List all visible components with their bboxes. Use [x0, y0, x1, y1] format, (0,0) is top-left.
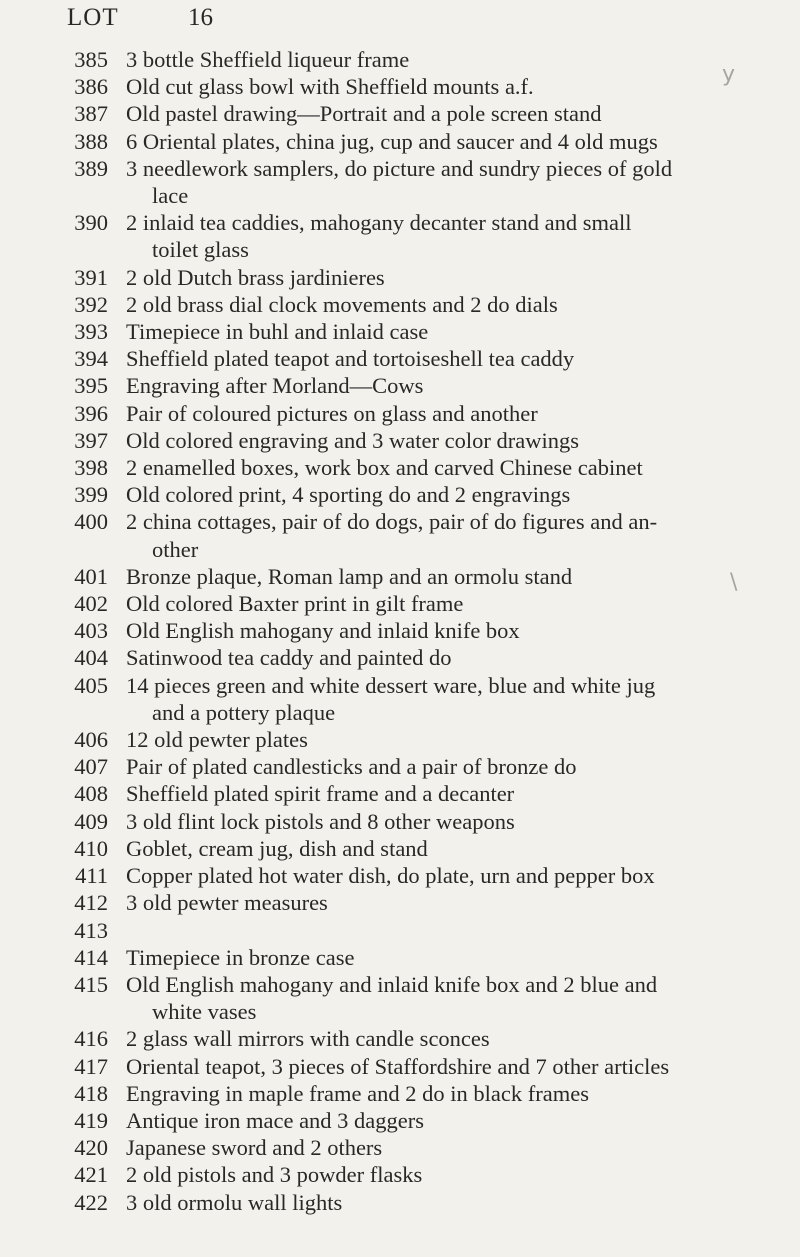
lot-description-line: [126, 917, 782, 944]
lot-description: [126, 944, 800, 971]
lot-description-line: 2 inlaid tea caddies, mahogany decanter stand and small: [126, 210, 632, 236]
lot-number: 405: [74, 672, 108, 698]
lot-number: 396: [74, 400, 108, 426]
lot-number: 413: [74, 917, 108, 943]
lot-description-continuation: toilet glass: [152, 237, 249, 263]
lot-description-line: Bronze plaque, Roman lamp and an ormolu stand: [126, 563, 573, 589]
lot-entry: [0, 862, 800, 889]
lot-description: [126, 1025, 800, 1052]
lot-description: [126, 454, 800, 481]
lot-number: 398: [74, 455, 108, 481]
lot-entry: [0, 971, 800, 1025]
lot-entry: [0, 345, 800, 372]
lot-description: [126, 780, 800, 807]
lot-entry: [0, 1134, 800, 1161]
lot-description-line: Engraving in maple frame and 2 do in black frames: [126, 1080, 589, 1106]
lot-entry: [0, 672, 800, 726]
lot-description: [126, 862, 800, 889]
lot-entry: [0, 1025, 800, 1052]
lot-description: [126, 590, 800, 617]
lot-description-line: 2 old brass dial clock movements and 2 do dials: [126, 291, 558, 317]
lot-number: 408: [74, 781, 108, 807]
lot-description-continuation: white vases: [152, 999, 257, 1025]
lot-entry: [0, 1053, 800, 1080]
lot-number: 400: [74, 509, 108, 535]
lot-number: 390: [74, 210, 108, 236]
lot-entry: [0, 1161, 800, 1188]
lot-description-line: Timepiece in buhl and inlaid case: [126, 319, 429, 345]
lot-description-line: Sheffield plated teapot and tortoiseshell tea caddy: [126, 346, 575, 372]
lot-column-heading: LOT: [67, 4, 119, 31]
lot-description: [126, 481, 800, 508]
lot-entry: [0, 427, 800, 454]
lot-description-line: 3 old ormolu wall lights: [126, 1189, 343, 1215]
lot-description-line: 3 needlework samplers, do picture and sundry pieces of gold: [126, 155, 673, 181]
lot-entry: [0, 563, 800, 590]
lot-number: 388: [74, 128, 108, 154]
lot-entry: [0, 372, 800, 399]
lot-description: [126, 1189, 800, 1216]
lot-number: 395: [74, 373, 108, 399]
lot-entry: [0, 454, 800, 481]
lot-description: [126, 563, 800, 590]
lot-description: [126, 889, 800, 916]
lot-number: 404: [74, 645, 108, 671]
lot-entry: [0, 1080, 800, 1107]
lot-description-line: Old pastel drawing—Portrait and a pole screen stand: [126, 101, 602, 127]
lot-number: 401: [74, 563, 108, 589]
lot-number: 414: [74, 944, 108, 970]
lot-description-line: Old colored Baxter print in gilt frame: [126, 591, 464, 617]
lot-number: 418: [74, 1080, 108, 1106]
lot-description-line: 2 enamelled boxes, work box and carved Chinese cabinet: [126, 455, 643, 481]
lot-description: [126, 209, 800, 263]
lot-description: [126, 1080, 800, 1107]
lot-description: [126, 644, 800, 671]
lot-entry: [0, 808, 800, 835]
lot-description-line: 12 old pewter plates: [126, 727, 308, 753]
lot-description-line: Engraving after Morland—Cows: [126, 373, 424, 399]
lot-number: 421: [74, 1162, 108, 1188]
pencil-mark: \: [730, 570, 738, 595]
lot-description-line: 2 old pistols and 3 powder flasks: [126, 1162, 423, 1188]
lot-description-line: Old English mahogany and inlaid knife box: [126, 618, 520, 644]
lot-description-line: Goblet, cream jug, dish and stand: [126, 835, 428, 861]
lot-number: 385: [74, 47, 108, 72]
lot-description-line: 2 old Dutch brass jardinieres: [126, 264, 385, 290]
page-number: 16: [188, 4, 213, 31]
lot-description: [126, 1134, 800, 1161]
lot-entry: [0, 128, 800, 155]
lot-number: 387: [74, 101, 108, 127]
lot-description-continuation: and a pottery plaque: [152, 699, 336, 725]
lot-description: [126, 971, 800, 1025]
lot-entry: [0, 155, 800, 209]
lot-description-line: 2 china cottages, pair of do dogs, pair of do figures and an-: [126, 509, 658, 535]
lot-description: [126, 291, 800, 318]
lot-entry: [0, 944, 800, 971]
lot-description: [126, 100, 800, 127]
lot-entry: [0, 508, 800, 562]
lot-entry: [0, 590, 800, 617]
lot-number: 397: [74, 427, 108, 453]
lot-number: 399: [74, 482, 108, 508]
lot-number: 415: [74, 971, 108, 997]
lot-description-line: Satinwood tea caddy and painted do: [126, 645, 452, 671]
lot-description-line: Pair of plated candlesticks and a pair of bronze do: [126, 754, 577, 780]
lot-entry: [0, 1107, 800, 1134]
lot-number: 407: [74, 754, 108, 780]
lot-number: 420: [74, 1135, 108, 1161]
lot-description-line: 3 old pewter measures: [126, 890, 328, 916]
lot-description: [126, 508, 800, 562]
lot-description-line: Timepiece in bronze case: [126, 944, 355, 970]
lot-description: [126, 46, 800, 73]
lot-entry: [0, 617, 800, 644]
lot-description-line: Old English mahogany and inlaid knife box and 2 blue and: [126, 971, 658, 997]
lot-description: [126, 1107, 800, 1134]
lot-description-line: Copper plated hot water dish, do plate, urn and pepper box: [126, 863, 655, 889]
lot-entry: [0, 400, 800, 427]
lot-description: [126, 1161, 800, 1188]
lot-description: [126, 427, 800, 454]
lot-number: 419: [74, 1107, 108, 1133]
lot-entry: [0, 46, 800, 73]
lot-entry: [0, 917, 800, 944]
lot-description: [126, 1053, 800, 1080]
lot-number: 386: [74, 74, 108, 100]
lot-description-line: Old cut glass bowl with Sheffield mounts a.f.: [126, 74, 534, 100]
lot-entry: [0, 318, 800, 345]
lot-entry: [0, 209, 800, 263]
lot-description-line: Pair of coloured pictures on glass and another: [126, 400, 538, 426]
lot-description: [126, 617, 800, 644]
lot-number: 411: [75, 863, 108, 889]
lot-description: [126, 835, 800, 862]
lot-number: 416: [74, 1026, 108, 1052]
lot-number: 417: [74, 1053, 108, 1079]
lot-description: [126, 400, 800, 427]
lot-entry: [0, 291, 800, 318]
lot-number: 406: [74, 727, 108, 753]
lot-entry: [0, 889, 800, 916]
lot-description-line: 2 glass wall mirrors with candle sconces: [126, 1026, 490, 1052]
lot-number: 402: [74, 591, 108, 617]
lot-description-line: Old colored engraving and 3 water color drawings: [126, 427, 579, 453]
lot-description-line: Old colored print, 4 sporting do and 2 engravings: [126, 482, 571, 508]
lot-entry: [0, 780, 800, 807]
lot-description-line: Oriental teapot, 3 pieces of Staffordshire and 7 other articles: [126, 1053, 670, 1079]
lot-description-continuation: other: [152, 536, 199, 562]
lot-entry: [0, 73, 800, 100]
lot-description: [126, 808, 800, 835]
lot-entry: [0, 644, 800, 671]
lot-number: 391: [74, 264, 108, 290]
lot-number: 394: [74, 346, 108, 372]
lot-description-line: 3 old flint lock pistols and 8 other weapons: [126, 808, 515, 834]
lot-number: 389: [74, 155, 108, 181]
lot-description-line: 6 Oriental plates, china jug, cup and saucer and 4 old mugs: [126, 128, 658, 154]
lot-description-continuation: lace: [152, 183, 189, 209]
lot-description-line: Sheffield plated spirit frame and a decanter: [126, 781, 515, 807]
lot-description-line: 14 pieces green and white dessert ware, blue and white jug: [126, 672, 656, 698]
lot-description: [126, 345, 800, 372]
lot-number: 393: [74, 319, 108, 345]
lot-description-line: 3 bottle Sheffield liqueur frame: [126, 47, 410, 72]
lot-entry: [0, 264, 800, 291]
lot-description: [126, 726, 800, 753]
lot-list: [0, 46, 800, 1216]
lot-number: 410: [74, 835, 108, 861]
lot-description: [126, 672, 800, 726]
lot-entry: [0, 1189, 800, 1216]
lot-entry: [0, 726, 800, 753]
lot-number: 412: [74, 890, 108, 916]
lot-description-line: Antique iron mace and 3 daggers: [126, 1107, 425, 1133]
lot-description: [126, 372, 800, 399]
lot-number: 409: [74, 808, 108, 834]
lot-number: 392: [74, 291, 108, 317]
lot-description: [126, 264, 800, 291]
lot-entry: [0, 481, 800, 508]
lot-description-line: Japanese sword and 2 others: [126, 1135, 383, 1161]
pencil-mark: y: [722, 62, 736, 87]
lot-description: [126, 318, 800, 345]
lot-entry: [0, 753, 800, 780]
lot-description: [126, 155, 800, 209]
lot-description: [126, 917, 800, 944]
lot-description: [126, 73, 800, 100]
lot-number: 422: [74, 1189, 108, 1215]
lot-number: 403: [74, 618, 108, 644]
lot-entry: [0, 100, 800, 127]
lot-description: [126, 128, 800, 155]
lot-entry: [0, 835, 800, 862]
lot-description: [126, 753, 800, 780]
